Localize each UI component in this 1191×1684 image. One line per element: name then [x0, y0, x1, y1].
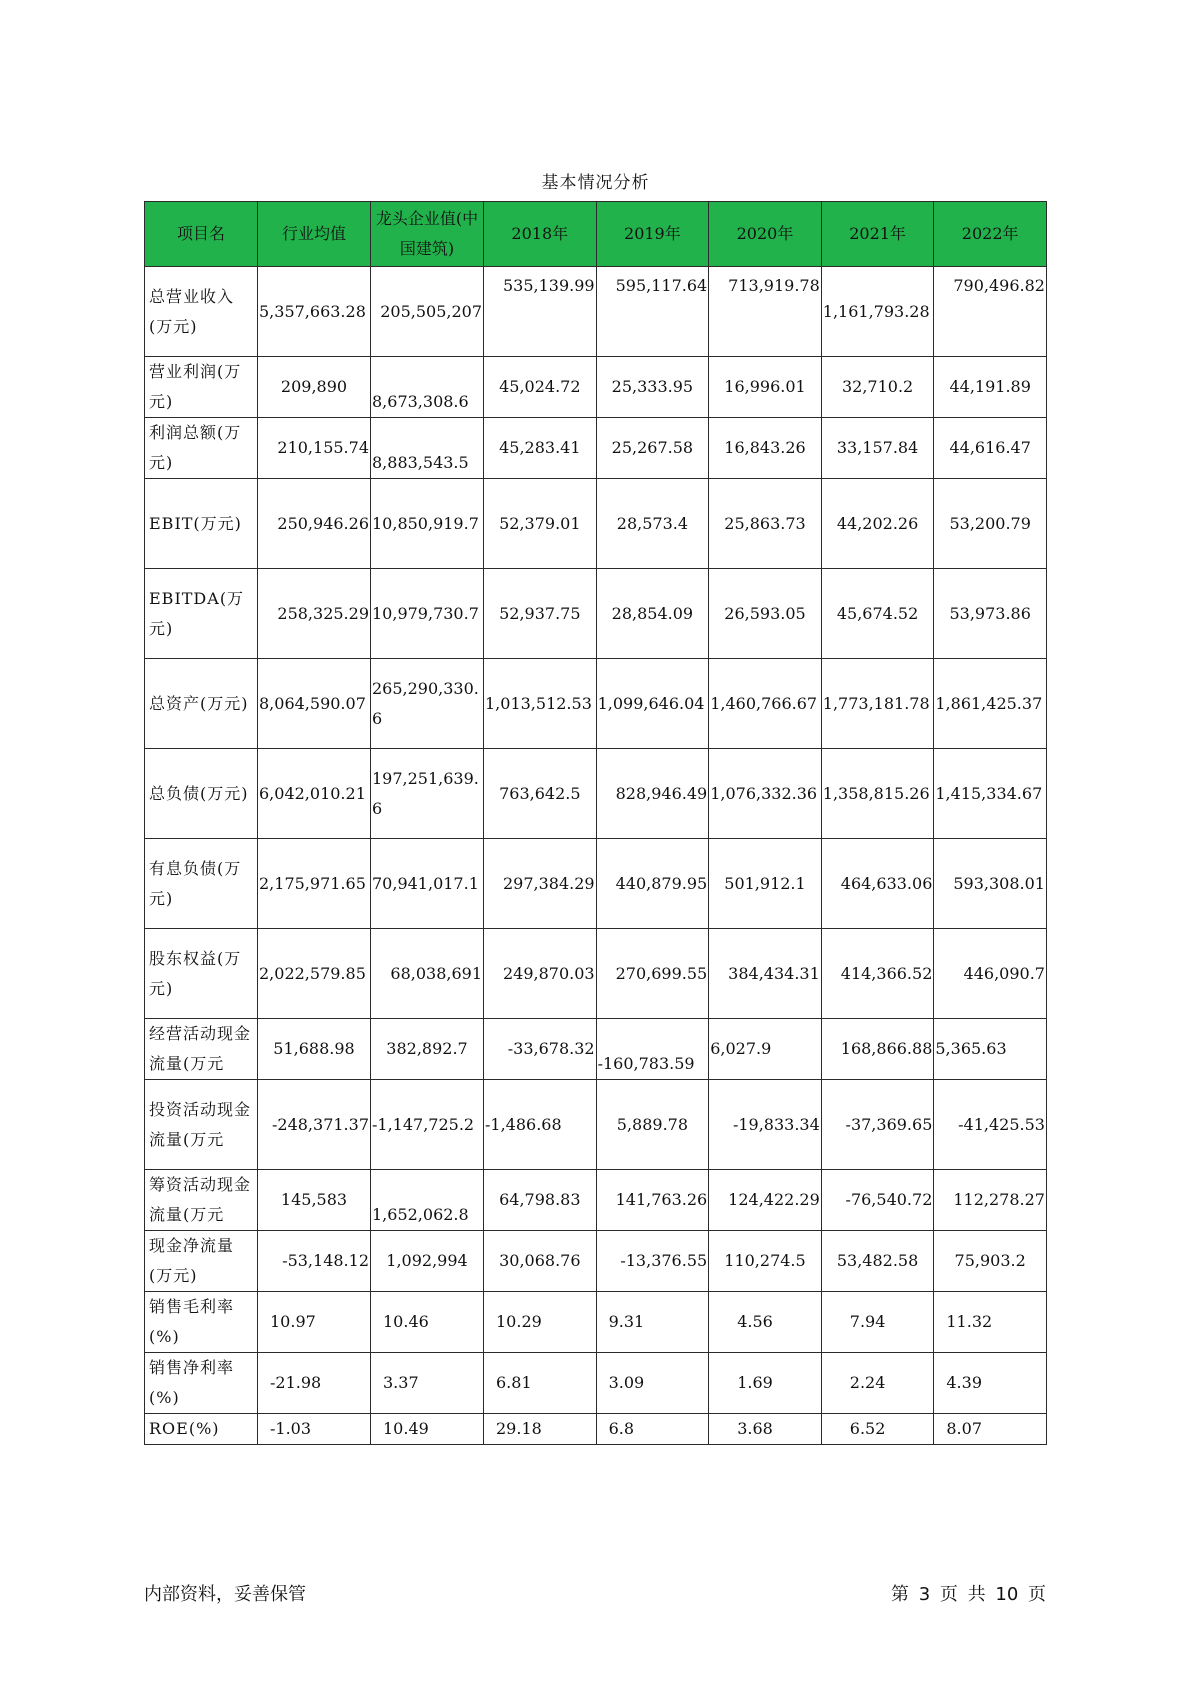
- cell-2020: 16,996.01: [709, 357, 822, 418]
- cell-leader: 1,652,062.8: [371, 1170, 484, 1231]
- cell-2022: 4.39: [934, 1353, 1047, 1414]
- header-cell-2021: 2021年: [821, 202, 934, 267]
- cell-2018: 1,013,512.53: [484, 659, 597, 749]
- cell-2022: 11.32: [934, 1292, 1047, 1353]
- header-cell-2020: 2020年: [709, 202, 822, 267]
- cell-2022: 790,496.82: [934, 267, 1047, 357]
- cell-2018: 249,870.03: [484, 929, 597, 1019]
- cell-2018: 6.81: [484, 1353, 597, 1414]
- cell-leader: 8,883,543.5: [371, 418, 484, 479]
- cell-2018: 45,283.41: [484, 418, 597, 479]
- table-row: [145, 839, 1047, 929]
- cell-2019: 270,699.55: [596, 929, 709, 1019]
- cell-2022: 446,090.7: [934, 929, 1047, 1019]
- cell-2021: 1,358,815.26: [821, 749, 934, 839]
- cell-2020: -19,833.34: [709, 1080, 822, 1170]
- cell-2018: 297,384.29: [484, 839, 597, 929]
- cell-industry-avg: 8,064,590.07: [258, 659, 371, 749]
- cell-leader: 3.37: [371, 1353, 484, 1414]
- cell-industry-avg: -248,371.37: [258, 1080, 371, 1170]
- table-row: [145, 569, 1047, 659]
- cell-2021: 464,633.06: [821, 839, 934, 929]
- table-row: [145, 267, 1047, 357]
- row-label: 有息负债(万元): [145, 839, 258, 929]
- cell-leader: 10,850,919.7: [371, 479, 484, 569]
- cell-2019: 5,889.78: [596, 1080, 709, 1170]
- cell-2020: 3.68: [709, 1414, 822, 1445]
- table-row: [145, 1019, 1047, 1080]
- table-row: [145, 418, 1047, 479]
- cell-2021: 32,710.2: [821, 357, 934, 418]
- cell-industry-avg: -21.98: [258, 1353, 371, 1414]
- cell-2018: -33,678.32: [484, 1019, 597, 1080]
- cell-2019: 141,763.26: [596, 1170, 709, 1231]
- cell-2018: 535,139.99: [484, 267, 597, 357]
- cell-2019: 1,099,646.04: [596, 659, 709, 749]
- cell-industry-avg: 2,175,971.65: [258, 839, 371, 929]
- cell-2020: 110,274.5: [709, 1231, 822, 1292]
- table-row: [145, 357, 1047, 418]
- cell-2022: 1,415,334.67: [934, 749, 1047, 839]
- cell-industry-avg: 5,357,663.28: [258, 267, 371, 357]
- cell-2020: 26,593.05: [709, 569, 822, 659]
- table-row: [145, 1414, 1047, 1445]
- header-cell-leader: 龙头企业值(中国建筑): [371, 202, 484, 267]
- cell-2022: -41,425.53: [934, 1080, 1047, 1170]
- cell-2022: 44,616.47: [934, 418, 1047, 479]
- cell-industry-avg: 258,325.29: [258, 569, 371, 659]
- row-label: 股东权益(万元): [145, 929, 258, 1019]
- row-label: 营业利润(万元): [145, 357, 258, 418]
- cell-2021: 1,161,793.28: [821, 267, 934, 357]
- cell-industry-avg: -1.03: [258, 1414, 371, 1445]
- cell-2019: 28,854.09: [596, 569, 709, 659]
- cell-2019: 25,333.95: [596, 357, 709, 418]
- row-label: 销售毛利率(%): [145, 1292, 258, 1353]
- cell-2020: 1,460,766.67: [709, 659, 822, 749]
- cell-2022: 75,903.2: [934, 1231, 1047, 1292]
- cell-2020: 25,863.73: [709, 479, 822, 569]
- row-label: 筹资活动现金流量(万元: [145, 1170, 258, 1231]
- cell-2019: -13,376.55: [596, 1231, 709, 1292]
- cell-2022: 112,278.27: [934, 1170, 1047, 1231]
- cell-2020: 6,027.9: [709, 1019, 822, 1080]
- cell-industry-avg: 10.97: [258, 1292, 371, 1353]
- cell-leader: 265,290,330.6: [371, 659, 484, 749]
- footer-confidential-note: 内部资料，妥善保管: [144, 1584, 306, 1605]
- cell-2019: 9.31: [596, 1292, 709, 1353]
- cell-leader: 68,038,691: [371, 929, 484, 1019]
- row-label: EBIT(万元): [145, 479, 258, 569]
- cell-2018: -1,486.68: [484, 1080, 597, 1170]
- cell-2020: 713,919.78: [709, 267, 822, 357]
- cell-2022: 1,861,425.37: [934, 659, 1047, 749]
- row-label: 总负债(万元): [145, 749, 258, 839]
- cell-2019: 6.8: [596, 1414, 709, 1445]
- cell-leader: 10.49: [371, 1414, 484, 1445]
- cell-2018: 52,379.01: [484, 479, 597, 569]
- cell-2019: 828,946.49: [596, 749, 709, 839]
- table-row: [145, 1080, 1047, 1170]
- cell-2020: 1.69: [709, 1353, 822, 1414]
- cell-2021: 45,674.52: [821, 569, 934, 659]
- page-title: 基本情况分析: [541, 173, 650, 193]
- cell-leader: 70,941,017.1: [371, 839, 484, 929]
- cell-2020: 501,912.1: [709, 839, 822, 929]
- cell-leader: 197,251,639.6: [371, 749, 484, 839]
- cell-leader: 10,979,730.7: [371, 569, 484, 659]
- cell-2018: 29.18: [484, 1414, 597, 1445]
- header-cell-2018: 2018年: [484, 202, 597, 267]
- analysis-table: [144, 201, 1047, 1445]
- cell-2021: -37,369.65: [821, 1080, 934, 1170]
- cell-2018: 30,068.76: [484, 1231, 597, 1292]
- cell-industry-avg: 2,022,579.85: [258, 929, 371, 1019]
- cell-2022: 593,308.01: [934, 839, 1047, 929]
- table-row: [145, 659, 1047, 749]
- cell-leader: 382,892.7: [371, 1019, 484, 1080]
- cell-leader: 8,673,308.6: [371, 357, 484, 418]
- row-label: ROE(%): [145, 1414, 258, 1445]
- cell-2019: 28,573.4: [596, 479, 709, 569]
- table-row: [145, 1292, 1047, 1353]
- table-row: [145, 479, 1047, 569]
- cell-2020: 1,076,332.36: [709, 749, 822, 839]
- header-cell-2022: 2022年: [934, 202, 1047, 267]
- cell-2019: 440,879.95: [596, 839, 709, 929]
- cell-2018: 45,024.72: [484, 357, 597, 418]
- header-cell-2019: 2019年: [596, 202, 709, 267]
- table-header-row: [145, 202, 1047, 267]
- table-row: [145, 929, 1047, 1019]
- cell-leader: 10.46: [371, 1292, 484, 1353]
- cell-industry-avg: 6,042,010.21: [258, 749, 371, 839]
- cell-2021: 44,202.26: [821, 479, 934, 569]
- table-row: [145, 1353, 1047, 1414]
- cell-2022: 53,973.86: [934, 569, 1047, 659]
- cell-2020: 384,434.31: [709, 929, 822, 1019]
- header-cell-item-name: 项目名: [145, 202, 258, 267]
- cell-industry-avg: 209,890: [258, 357, 371, 418]
- cell-leader: 1,092,994: [371, 1231, 484, 1292]
- cell-2019: -160,783.59: [596, 1019, 709, 1080]
- cell-2020: 16,843.26: [709, 418, 822, 479]
- cell-2019: 3.09: [596, 1353, 709, 1414]
- row-label: 投资活动现金流量(万元: [145, 1080, 258, 1170]
- cell-industry-avg: -53,148.12: [258, 1231, 371, 1292]
- cell-2018: 52,937.75: [484, 569, 597, 659]
- cell-industry-avg: 51,688.98: [258, 1019, 371, 1080]
- cell-2019: 25,267.58: [596, 418, 709, 479]
- cell-2021: 7.94: [821, 1292, 934, 1353]
- cell-2022: 53,200.79: [934, 479, 1047, 569]
- row-label: 现金净流量(万元): [145, 1231, 258, 1292]
- row-label: 利润总额(万元): [145, 418, 258, 479]
- row-label: 总营业收入(万元): [145, 267, 258, 357]
- row-label: 销售净利率(%): [145, 1353, 258, 1414]
- cell-2021: 2.24: [821, 1353, 934, 1414]
- cell-industry-avg: 145,583: [258, 1170, 371, 1231]
- cell-2021: 6.52: [821, 1414, 934, 1445]
- cell-2019: 595,117.64: [596, 267, 709, 357]
- cell-2018: 64,798.83: [484, 1170, 597, 1231]
- cell-2022: 8.07: [934, 1414, 1047, 1445]
- row-label: 总资产(万元): [145, 659, 258, 749]
- cell-2021: 33,157.84: [821, 418, 934, 479]
- cell-industry-avg: 250,946.26: [258, 479, 371, 569]
- cell-industry-avg: 210,155.74: [258, 418, 371, 479]
- cell-2018: 763,642.5: [484, 749, 597, 839]
- cell-2020: 4.56: [709, 1292, 822, 1353]
- cell-leader: 205,505,207: [371, 267, 484, 357]
- row-label: 经营活动现金流量(万元: [145, 1019, 258, 1080]
- footer-page-number: 第 3 页 共 10 页: [891, 1584, 1046, 1605]
- cell-2021: -76,540.72: [821, 1170, 934, 1231]
- cell-2021: 168,866.88: [821, 1019, 934, 1080]
- table-row: [145, 1231, 1047, 1292]
- cell-2021: 1,773,181.78: [821, 659, 934, 749]
- cell-2022: 5,365.63: [934, 1019, 1047, 1080]
- table-row: [145, 749, 1047, 839]
- row-label: EBITDA(万元): [145, 569, 258, 659]
- cell-2018: 10.29: [484, 1292, 597, 1353]
- cell-2021: 53,482.58: [821, 1231, 934, 1292]
- cell-2021: 414,366.52: [821, 929, 934, 1019]
- table-row: [145, 1170, 1047, 1231]
- cell-leader: -1,147,725.2: [371, 1080, 484, 1170]
- cell-2020: 124,422.29: [709, 1170, 822, 1231]
- header-cell-industry-avg: 行业均值: [258, 202, 371, 267]
- cell-2022: 44,191.89: [934, 357, 1047, 418]
